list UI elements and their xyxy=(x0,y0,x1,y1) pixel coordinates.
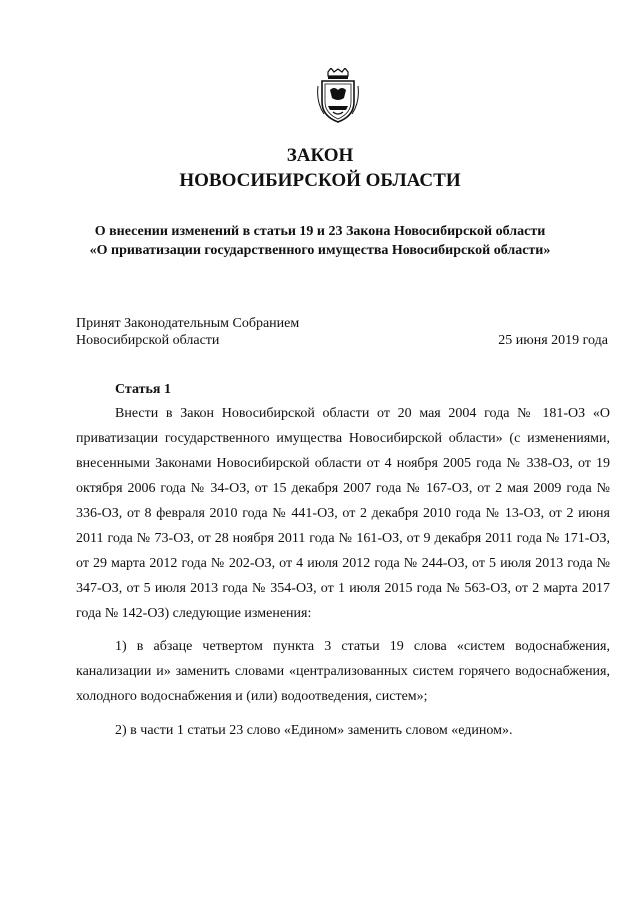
amendment-item-2: 2) в части 1 статьи 23 слово «Едином» заменить словом «едином». xyxy=(115,723,513,738)
law-subject-line-1: О внесении изменений в статьи 19 и 23 Закона Новосибирской области xyxy=(94,224,546,239)
adoption-body-line-2: Новосибирской области xyxy=(76,333,220,348)
adoption-body-line-1: Принят Законодательным Собранием xyxy=(76,316,300,331)
adoption-date: 25 июня 2019 года xyxy=(498,333,608,348)
article-intro-paragraph: Внести в Закон Новосибирской области от 20 мая 2004 года № 181-ОЗ «О приватизации государственного имущества Новосибирской области» (с изменениями, внесенными Законами Новосибирской области от 4 ноября 2005 года № 338-ОЗ, от 19 октября 2006 года № 34-ОЗ, от 15 декабря 2007 года № 167-ОЗ, от 2 мая 2009 года № 336-ОЗ, от 8 февраля 2010 года № 441-ОЗ, от 2 декабря 2010 года № 13-ОЗ, от 2 июня 2011 года № 73-ОЗ, от 28 ноября 2011 года № 161-ОЗ, от 9 декабря 2011 года № 171-ОЗ, от 29 марта 2012 года № 202-ОЗ, от 4 июля 2012 года № 244-ОЗ, от 5 июля 2013 года № 347-ОЗ, от 5 июля 2013 года № 354-ОЗ, от 1 июля 2015 года № 563-ОЗ, от 2 марта 2017 года № 142-ОЗ) следующие изменения: xyxy=(76,406,610,621)
law-subject-line-2: «О приватизации государственного имущества Новосибирской области» xyxy=(89,243,551,258)
law-title: ЗАКОН xyxy=(286,145,354,166)
article-heading: Статья 1 xyxy=(115,382,171,397)
coat-of-arms-icon xyxy=(316,68,360,124)
amendment-item-1: 1) в абзаце четвертом пункта 3 статьи 19 слова «систем водоснабжения, канализации и» заменить словами «централизованных систем горячего водоснабжения, холодного водоснабжения и (или) водоотведения, систем»; xyxy=(76,639,610,704)
law-region-title: НОВОСИБИРСКОЙ ОБЛАСТИ xyxy=(179,170,461,191)
